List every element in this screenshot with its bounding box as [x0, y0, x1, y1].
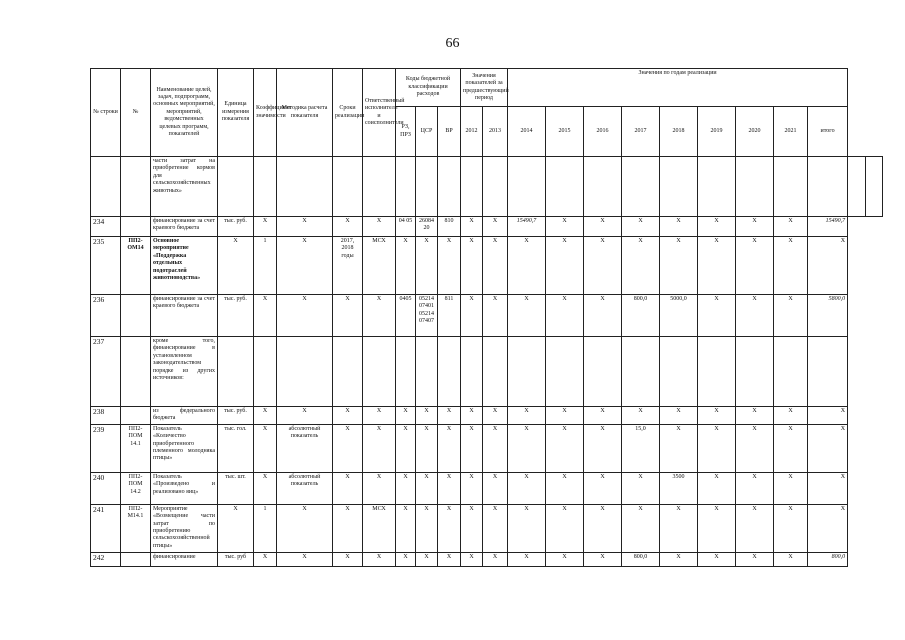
- cell-value: X: [461, 472, 483, 504]
- cell-value: X: [622, 504, 660, 552]
- cell-value: [698, 157, 736, 217]
- col-method: Методика расчета показателя: [277, 69, 333, 157]
- cell-unit: тыс. руб: [218, 552, 254, 566]
- cell-value: X: [698, 552, 736, 566]
- cell-value: [736, 157, 774, 217]
- cell-value: X: [808, 424, 848, 472]
- table-row: [91, 337, 883, 407]
- cell-value: X: [483, 504, 508, 552]
- cell-value: X: [461, 552, 483, 566]
- cell-value: X: [546, 472, 584, 504]
- cell-value: X: [546, 237, 584, 295]
- cell-value: X: [622, 217, 660, 237]
- cell-rz: X: [396, 504, 416, 552]
- cell-coef: 1: [254, 504, 277, 552]
- cell-value: [461, 337, 483, 407]
- col-2013: 2013: [483, 107, 508, 157]
- cell-value: X: [774, 407, 808, 425]
- col-2016: 2016: [584, 107, 622, 157]
- cell-code: [121, 552, 151, 566]
- cell-no: 240: [91, 472, 121, 504]
- cell-value: [865, 157, 882, 217]
- cell-method: X: [277, 217, 333, 237]
- cell-value: X: [508, 424, 546, 472]
- cell-value: X: [461, 424, 483, 472]
- cell-value: [508, 157, 546, 217]
- col-2012: 2012: [461, 107, 483, 157]
- cell-value: [546, 157, 584, 217]
- cell-value: X: [508, 504, 546, 552]
- cell-name: финансирование за счет краевого бюджета: [151, 217, 218, 237]
- col-2015: 2015: [546, 107, 584, 157]
- cell-name: финансирование: [151, 552, 218, 566]
- cell-value: X: [808, 237, 848, 295]
- col-2019: 2019: [698, 107, 736, 157]
- cell-value: X: [584, 472, 622, 504]
- cell-coef: [254, 337, 277, 407]
- col-2021: 2021: [774, 107, 808, 157]
- cell-rz: X: [396, 472, 416, 504]
- cell-coef: X: [254, 552, 277, 566]
- cell-method: X: [277, 295, 333, 337]
- cell-value: [698, 337, 736, 407]
- col-name: Наименование целей, задач, подпрограмм, основных мероприятий, мероприятий, ведомственных целевых программ, показателей: [151, 69, 218, 157]
- cell-coef: X: [254, 407, 277, 425]
- cell-value: 5000,0: [660, 295, 698, 337]
- cell-method: абсолютный показатель: [277, 424, 333, 472]
- cell-value: X: [698, 472, 736, 504]
- cell-coef: 1: [254, 237, 277, 295]
- cell-terms: 2017, 2018 годы: [333, 237, 363, 295]
- cell-rz: X: [396, 424, 416, 472]
- cell-value: [660, 157, 698, 217]
- cell-cs: 26084 20: [416, 217, 438, 237]
- cell-name: Основное мероприятие «Поддержка отдельных подотраслей животноводства»: [151, 237, 218, 295]
- col-resp: Ответственный исполнитель и соисполнители: [363, 69, 396, 157]
- cell-code: [121, 157, 151, 217]
- cell-value: X: [461, 237, 483, 295]
- cell-unit: [218, 157, 254, 217]
- cell-value: X: [808, 407, 848, 425]
- cell-resp: X: [363, 472, 396, 504]
- cell-resp: МСХ: [363, 504, 396, 552]
- cell-no: 241: [91, 504, 121, 552]
- cell-value: X: [508, 237, 546, 295]
- cell-resp: [363, 337, 396, 407]
- table-row: [91, 552, 883, 566]
- cell-value: X: [774, 237, 808, 295]
- cell-cs: X: [416, 504, 438, 552]
- cell-value: X: [808, 504, 848, 552]
- cell-value: [622, 337, 660, 407]
- cell-rz: X: [396, 237, 416, 295]
- cell-value: 15490,7: [808, 217, 848, 237]
- col-unit: Единица измерения показателя: [218, 69, 254, 157]
- col-prev: Значения показателей за предшествующий период: [461, 69, 508, 107]
- cell-value: X: [774, 295, 808, 337]
- cell-cs: 05214 07401 05214 07407: [416, 295, 438, 337]
- cell-value: X: [584, 424, 622, 472]
- table-row: [91, 217, 883, 237]
- cell-terms: X: [333, 472, 363, 504]
- cell-name: части затрат на приобретение кормов для сельскохозяйственных животных»: [151, 157, 218, 217]
- cell-value: X: [736, 472, 774, 504]
- cell-value: [774, 337, 808, 407]
- cell-value: X: [774, 424, 808, 472]
- cell-rz: 0405: [396, 295, 416, 337]
- cell-rz: X: [396, 552, 416, 566]
- cell-vr: [438, 337, 461, 407]
- cell-cs: [416, 337, 438, 407]
- cell-value: X: [546, 217, 584, 237]
- col-cs: ЦСР: [416, 107, 438, 157]
- cell-resp: [363, 157, 396, 217]
- cell-unit: тыс. руб.: [218, 407, 254, 425]
- table-row: [91, 504, 883, 552]
- cell-resp: X: [363, 407, 396, 425]
- cell-value: 15490,7: [508, 217, 546, 237]
- cell-terms: X: [333, 552, 363, 566]
- cell-cs: X: [416, 552, 438, 566]
- cell-value: X: [483, 237, 508, 295]
- cell-resp: X: [363, 552, 396, 566]
- cell-value: X: [736, 295, 774, 337]
- cell-rz: X: [396, 407, 416, 425]
- cell-value: [584, 157, 622, 217]
- cell-resp: МСХ: [363, 237, 396, 295]
- cell-value: X: [546, 504, 584, 552]
- cell-value: [546, 337, 584, 407]
- cell-terms: [333, 337, 363, 407]
- cell-value: X: [660, 217, 698, 237]
- cell-value: X: [698, 237, 736, 295]
- table-row: [91, 295, 883, 337]
- cell-vr: X: [438, 407, 461, 425]
- cell-vr: X: [438, 472, 461, 504]
- cell-value: X: [660, 237, 698, 295]
- cell-vr: X: [438, 552, 461, 566]
- col-no: №: [121, 69, 151, 157]
- cell-unit: тыс. руб.: [218, 217, 254, 237]
- table-row: [91, 237, 883, 295]
- cell-value: 800,0: [622, 295, 660, 337]
- col-2017: 2017: [622, 107, 660, 157]
- cell-terms: [333, 157, 363, 217]
- cell-value: X: [546, 552, 584, 566]
- cell-coef: X: [254, 472, 277, 504]
- cell-value: [736, 337, 774, 407]
- cell-no: 237: [91, 337, 121, 407]
- cell-coef: X: [254, 424, 277, 472]
- cell-code: [121, 217, 151, 237]
- page-number: 66: [445, 36, 460, 51]
- cell-code: ПП2-ОМ14: [121, 237, 151, 295]
- cell-value: 800,0: [622, 552, 660, 566]
- cell-no: 235: [91, 237, 121, 295]
- cell-value: X: [584, 504, 622, 552]
- cell-cs: X: [416, 237, 438, 295]
- cell-value: X: [546, 295, 584, 337]
- cell-coef: X: [254, 295, 277, 337]
- cell-value: X: [808, 472, 848, 504]
- cell-no: [91, 157, 121, 217]
- cell-resp: X: [363, 295, 396, 337]
- cell-value: [483, 337, 508, 407]
- cell-value: X: [483, 295, 508, 337]
- cell-coef: X: [254, 217, 277, 237]
- cell-value: X: [774, 504, 808, 552]
- cell-value: X: [774, 472, 808, 504]
- cell-method: X: [277, 504, 333, 552]
- col-2018: 2018: [660, 107, 698, 157]
- table-row: [91, 424, 883, 472]
- col-2014: 2014: [508, 107, 546, 157]
- cell-unit: тыс. гол.: [218, 424, 254, 472]
- col-row-no: № строки: [91, 69, 121, 157]
- cell-rz: [396, 337, 416, 407]
- cell-value: X: [508, 552, 546, 566]
- cell-code: [121, 407, 151, 425]
- cell-resp: X: [363, 217, 396, 237]
- cell-name: Показатель «Произведено и реализовано яиц»: [151, 472, 218, 504]
- cell-value: X: [483, 217, 508, 237]
- cell-value: X: [546, 424, 584, 472]
- col-codes: Коды бюджетной классификации расходов: [396, 69, 461, 107]
- cell-value: [808, 157, 848, 217]
- cell-method: X: [277, 407, 333, 425]
- cell-code: ПП2-ПОМ 14.2: [121, 472, 151, 504]
- cell-unit: X: [218, 504, 254, 552]
- cell-value: 15,0: [622, 424, 660, 472]
- cell-value: X: [483, 424, 508, 472]
- col-vr: ВР: [438, 107, 461, 157]
- col-2020: 2020: [736, 107, 774, 157]
- cell-method: X: [277, 237, 333, 295]
- cell-value: X: [584, 295, 622, 337]
- cell-value: X: [546, 407, 584, 425]
- cell-vr: X: [438, 237, 461, 295]
- cell-vr: 811: [438, 295, 461, 337]
- cell-method: X: [277, 552, 333, 566]
- col-total: итого: [808, 107, 848, 157]
- cell-value: X: [660, 424, 698, 472]
- cell-value: X: [483, 552, 508, 566]
- cell-value: X: [461, 504, 483, 552]
- cell-value: X: [622, 237, 660, 295]
- cell-value: 5800,0: [808, 295, 848, 337]
- cell-cs: X: [416, 424, 438, 472]
- cell-cs: X: [416, 407, 438, 425]
- col-years: Значения по годам реализации: [508, 69, 848, 107]
- cell-no: 239: [91, 424, 121, 472]
- cell-value: X: [584, 217, 622, 237]
- cell-value: 800,0: [808, 552, 848, 566]
- cell-name: Мероприятие «Возмещение части затрат по приобретению сельскохозяйственной птицы»: [151, 504, 218, 552]
- cell-value: X: [584, 237, 622, 295]
- cell-value: [808, 337, 848, 407]
- cell-value: X: [622, 407, 660, 425]
- cell-value: X: [736, 217, 774, 237]
- cell-value: X: [508, 472, 546, 504]
- cell-vr: X: [438, 504, 461, 552]
- cell-cs: [416, 157, 438, 217]
- cell-code: [121, 295, 151, 337]
- cell-cs: X: [416, 472, 438, 504]
- cell-name: финансирование за счет краевого бюджета: [151, 295, 218, 337]
- cell-coef: [254, 157, 277, 217]
- cell-value: X: [736, 424, 774, 472]
- cell-vr: X: [438, 424, 461, 472]
- cell-method: [277, 337, 333, 407]
- cell-terms: X: [333, 407, 363, 425]
- col-terms: Сроки реализации: [333, 69, 363, 157]
- budget-table: [90, 68, 883, 567]
- cell-unit: тыс. шт.: [218, 472, 254, 504]
- cell-value: X: [698, 504, 736, 552]
- cell-value: X: [461, 217, 483, 237]
- cell-value: X: [774, 217, 808, 237]
- cell-no: 242: [91, 552, 121, 566]
- cell-value: X: [736, 407, 774, 425]
- cell-value: X: [774, 552, 808, 566]
- cell-value: X: [660, 552, 698, 566]
- cell-value: [508, 337, 546, 407]
- cell-value: X: [698, 217, 736, 237]
- cell-no: 238: [91, 407, 121, 425]
- cell-method: абсолютный показатель: [277, 472, 333, 504]
- cell-no: 234: [91, 217, 121, 237]
- cell-name: из федерального бюджета: [151, 407, 218, 425]
- cell-rz: 04 05: [396, 217, 416, 237]
- cell-value: X: [736, 504, 774, 552]
- cell-value: X: [584, 552, 622, 566]
- cell-value: X: [698, 407, 736, 425]
- cell-value: [483, 157, 508, 217]
- table-row: [91, 407, 883, 425]
- cell-code: [121, 337, 151, 407]
- cell-code: ПП2-М14.1: [121, 504, 151, 552]
- cell-terms: X: [333, 504, 363, 552]
- cell-value: X: [698, 424, 736, 472]
- cell-terms: X: [333, 295, 363, 337]
- cell-value: X: [461, 295, 483, 337]
- cell-value: [774, 157, 808, 217]
- cell-resp: X: [363, 424, 396, 472]
- cell-terms: X: [333, 424, 363, 472]
- cell-value: X: [584, 407, 622, 425]
- col-coef: Коэффициент значимости: [254, 69, 277, 157]
- cell-no: 236: [91, 295, 121, 337]
- cell-value: X: [660, 504, 698, 552]
- cell-method: [277, 157, 333, 217]
- cell-value: X: [622, 472, 660, 504]
- cell-value: X: [660, 407, 698, 425]
- cell-value: X: [483, 472, 508, 504]
- cell-name: Показатель «Количество приобретенного племенного молодняка птицы»: [151, 424, 218, 472]
- cell-rz: [396, 157, 416, 217]
- cell-value: [660, 337, 698, 407]
- cell-value: X: [483, 407, 508, 425]
- cell-name: кроме того, финансирование в установленном законодательством порядке из других источников:: [151, 337, 218, 407]
- cell-unit: тыс. руб.: [218, 295, 254, 337]
- cell-value: [622, 157, 660, 217]
- cell-terms: X: [333, 217, 363, 237]
- cell-unit: X: [218, 237, 254, 295]
- table-row: [91, 157, 883, 217]
- cell-value: [461, 157, 483, 217]
- cell-value: X: [736, 552, 774, 566]
- table-row: [91, 472, 883, 504]
- cell-value: [584, 337, 622, 407]
- cell-vr: [438, 157, 461, 217]
- cell-value: X: [508, 295, 546, 337]
- cell-unit: [218, 337, 254, 407]
- cell-vr: 810: [438, 217, 461, 237]
- cell-value: X: [461, 407, 483, 425]
- col-rz: РЗ, ПРЗ: [396, 107, 416, 157]
- cell-value: X: [508, 407, 546, 425]
- cell-value: 3500: [660, 472, 698, 504]
- cell-code: ПП2-ПОМ 14.1: [121, 424, 151, 472]
- cell-value: X: [698, 295, 736, 337]
- cell-value: X: [736, 237, 774, 295]
- cell-value: [848, 157, 865, 217]
